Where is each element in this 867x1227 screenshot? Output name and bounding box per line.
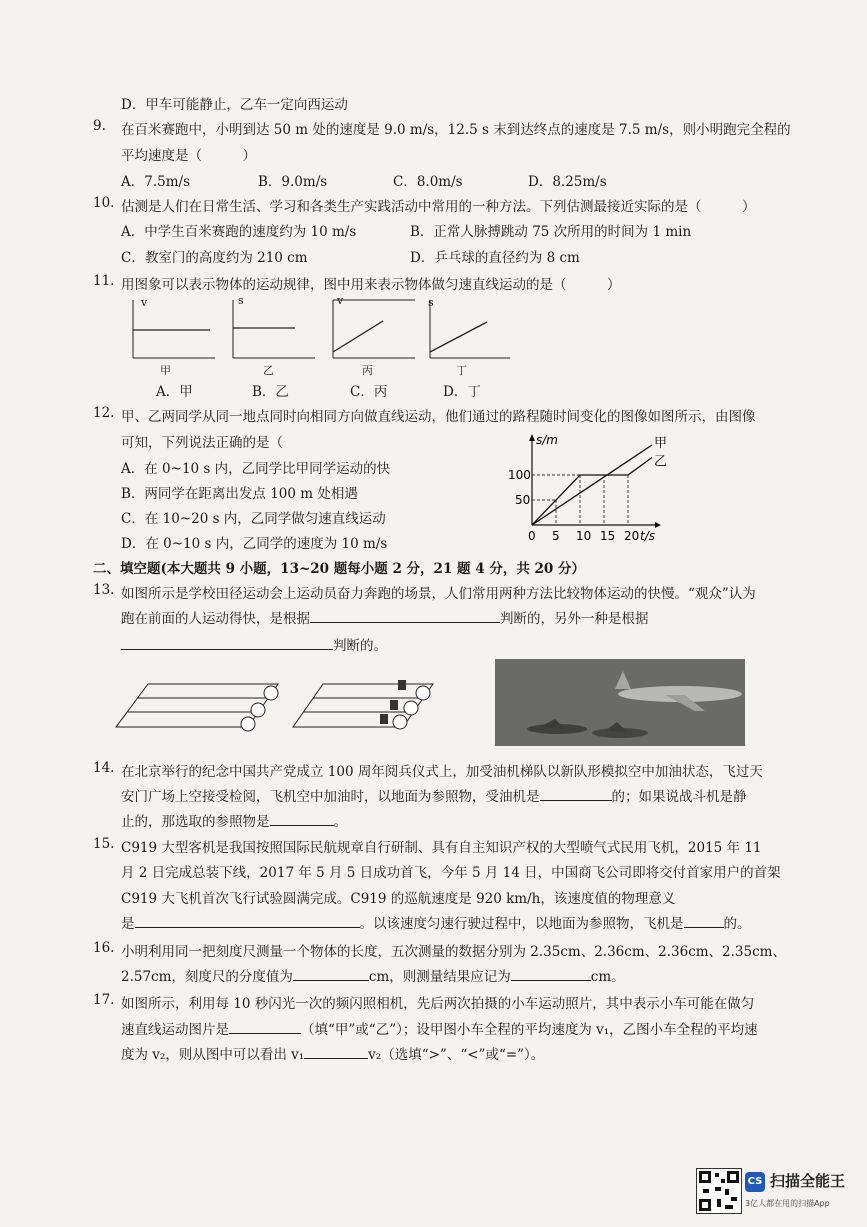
q11-graph-ding — [430, 300, 510, 358]
q12-stem-line1: 甲、乙两同学从同一地点同时向相同方向做直线运动，他们通过的路程随时间变化的图像如图所示，由图像 — [121, 409, 756, 425]
q15-text-a: 是 — [121, 916, 135, 932]
chart-x-arrow — [655, 522, 661, 528]
q12-option-c: C．在 10~20 s 内，乙同学做匀速直线运动 — [121, 511, 386, 527]
q9-number: 9. — [93, 118, 106, 134]
q11-graph-bing-yaxis: v — [337, 294, 344, 307]
q17-blank-1[interactable] — [229, 1019, 301, 1034]
q15-blank-1[interactable] — [135, 913, 360, 928]
q15-blank-2[interactable] — [684, 913, 724, 928]
x-tick-0: 0 — [528, 529, 536, 543]
q17-text-d: v₂（选填“>”、“<”或“=”）。 — [368, 1047, 545, 1063]
x-tick-1: 5 — [552, 529, 560, 543]
q15-text-c: 的。 — [723, 916, 751, 932]
y-tick-0: 50 — [515, 493, 531, 507]
q11-option-a: A．甲 — [156, 384, 193, 400]
q11-graph-ding-line — [430, 322, 487, 352]
aircraft-silhouettes — [495, 659, 745, 746]
x-axis-label: t/s — [640, 529, 655, 543]
q11-graph-bing-name: 丙 — [362, 364, 373, 377]
section-2-heading: 二、填空题(本大题共 9 小题，13~20 题每小题 2 分，21 题 4 分，共 20 分） — [93, 561, 586, 577]
y-axis-label: s/m — [536, 433, 558, 447]
q16-stem-line2 — [121, 965, 625, 985]
q14-blank-1[interactable] — [540, 786, 612, 801]
refueling-aircraft-photo — [495, 659, 745, 746]
q14-text-c: 止的，那选取的参照物是 — [121, 814, 270, 830]
q11-graph-yi-name: 乙 — [263, 364, 274, 377]
q11-graph-yi — [233, 300, 315, 358]
series-line-0 — [532, 445, 652, 525]
q14-text-d: 。 — [333, 814, 347, 830]
q14-number: 14. — [93, 760, 115, 776]
q17-text-b: （填“甲”或“乙”）；设甲图小车全程的平均速度为 v₁，乙图小车全程的平均速 — [301, 1022, 758, 1038]
q13-text-b: 判断的，另外一种是根据 — [500, 611, 649, 627]
q9-stem-line2: 平均速度是（ ） — [121, 148, 256, 164]
q13-stem-line3 — [121, 634, 387, 654]
q15-stem-line3: C919 大飞机首次飞行试验圆满完成。C919 的巡航速度是 920 km/h，该速度值的物理意义 — [121, 891, 676, 907]
camscanner-logo: CS — [745, 1172, 765, 1192]
q14-stem-line1: 在北京举行的纪念中国共产党成立 100 周年阅兵仪式上，加受油机梯队以新队形模拟空中加油状态，飞过天 — [121, 764, 763, 780]
q13-blank-2[interactable] — [121, 635, 333, 650]
q10-option-b: B．正常人脉搏跳动 75 次所用的时间为 1 min — [410, 224, 692, 240]
q17-blank-2[interactable] — [304, 1044, 368, 1059]
q11-option-d: D．丁 — [443, 384, 481, 400]
q17-stem-line3 — [121, 1043, 544, 1063]
qr-code — [696, 1168, 742, 1214]
q10-option-d: D．乒乓球的直径约为 8 cm — [410, 250, 580, 266]
q15-number: 15. — [93, 836, 115, 852]
x-tick-3: 15 — [600, 529, 616, 543]
q16-stem-line1: 小明利用同一把刻度尺测量一个物体的长度，五次测量的数据分别为 2.35cm、2.36cm、2.36cm、2.35cm、 — [121, 944, 786, 960]
y-tick-1: 100 — [508, 468, 531, 482]
q16-blank-1[interactable] — [293, 966, 369, 981]
q16-number: 16. — [93, 940, 115, 956]
q16-blank-2[interactable] — [511, 966, 591, 981]
q10-option-a: A．中学生百米赛跑的速度约为 10 m/s — [121, 224, 357, 240]
q13-blank-1[interactable] — [310, 608, 500, 623]
q11-graph-ding-yaxis: s — [428, 296, 434, 309]
q12-option-d: D．在 0~10 s 内，乙同学的速度为 10 m/s — [121, 536, 388, 552]
q10-number: 10. — [93, 195, 115, 211]
camscanner-name: 扫描全能王 — [770, 1172, 846, 1190]
q16-text-c: cm。 — [590, 969, 625, 985]
q13-track-illustrations — [108, 672, 448, 742]
q8-option-d: D．甲车可能静止，乙车一定向西运动 — [121, 97, 348, 113]
q13-text-c: 判断的。 — [333, 638, 387, 654]
q11-graph-yi-yaxis: s — [238, 294, 244, 307]
q11-option-c: C．丙 — [350, 384, 388, 400]
q12-stem-line2: 可知，下列说法正确的是（ — [121, 435, 283, 451]
s-t-chart — [500, 430, 680, 570]
chart-y-arrow — [529, 434, 535, 441]
q11-number: 11. — [93, 273, 115, 289]
q11-stem: 用图象可以表示物体的运动规律，图中用来表示物体做匀速直线运动的是（ ） — [121, 277, 621, 293]
q9-option-c: C．8.0m/s — [393, 174, 463, 190]
q13-text-a: 跑在前面的人运动得快，是根据 — [121, 611, 310, 627]
q9-stem-line1: 在百米赛跑中，小明到达 50 m 处的速度是 9.0 m/s，12.5 s 末到达终点的速度是 7.5 m/s，则小明跑完全程的 — [121, 122, 791, 138]
q13-stem-line2 — [121, 607, 649, 627]
q15-stem-line2: 月 2 日完成总装下线，2017 年 5 月 5 日成功首飞，今年 5 月 14 日，中国商飞公司即将交付首家用户的首架 — [121, 865, 781, 881]
series-label-0: 甲 — [654, 436, 668, 451]
q11-graph-ding-name: 丁 — [456, 364, 467, 377]
q11-graph-jia-name: 甲 — [160, 364, 171, 377]
q11-option-b: B．乙 — [252, 384, 289, 400]
q14-text-b: 的；如果说战斗机是静 — [611, 789, 747, 805]
track-left — [116, 684, 278, 731]
q11-graph-bing-line — [333, 321, 383, 352]
q13-number: 13. — [93, 582, 115, 598]
q10-stem: 估测是人们在日常生活、学习和各类生产实践活动中常用的一种方法。下列估测最接近实际的是（ ） — [121, 199, 756, 215]
q14-text-a: 安门广场上空接受检阅，飞机空中加油时，以地面为参照物，受油机是 — [121, 789, 540, 805]
q12-option-a: A．在 0~10 s 内，乙同学比甲同学运动的快 — [121, 461, 391, 477]
series-label-1: 乙 — [654, 454, 668, 470]
track-right — [293, 680, 433, 729]
q14-blank-2[interactable] — [270, 811, 334, 826]
q15-stem-line1: C919 大型客机是我国按照国际民航规章自行研制、具有自主知识产权的大型喷气式民用飞机，2015 年 11 — [121, 840, 762, 856]
q17-text-c: 度为 v₂，则从图中可以看出 v₁ — [121, 1047, 305, 1063]
q11-graph-bing — [333, 300, 415, 358]
q15-stem-line4 — [121, 912, 751, 932]
q14-stem-line2 — [121, 785, 747, 805]
q9-option-a: A．7.5m/s — [121, 174, 190, 190]
q17-stem-line1: 如图所示，利用每 10 秒闪光一次的频闪照相机，先后两次拍摄的小车运动照片，其中表示小车可能在做匀 — [121, 996, 755, 1012]
q17-number: 17. — [93, 992, 115, 1008]
q16-text-b: cm，则测量结果应记为 — [368, 969, 511, 985]
q9-option-b: B．9.0m/s — [258, 174, 328, 190]
q13-stem-line1: 如图所示是学校田径运动会上运动员奋力奔跑的场景，人们常用两种方法比较物体运动的快慢。“观众”认为 — [121, 586, 756, 602]
q10-option-c: C．教室门的高度约为 210 cm — [121, 250, 308, 266]
q16-text-a: 2.57cm，刻度尺的分度值为 — [121, 969, 293, 985]
camscanner-tagline: 3亿人都在用的扫描App — [745, 1199, 830, 1208]
q17-stem-line2 — [121, 1018, 758, 1038]
q9-option-d: D．8.25m/s — [528, 174, 607, 190]
series-line-1 — [532, 458, 652, 526]
x-tick-4: 20 — [624, 529, 640, 543]
q12-option-b: B．两同学在距离出发点 100 m 处相遇 — [121, 486, 358, 502]
q15-text-b: 。以该速度匀速行驶过程中，以地面为参照物，飞机是 — [359, 916, 684, 932]
x-tick-2: 10 — [576, 529, 592, 543]
q17-text-a: 速直线运动图片是 — [121, 1022, 229, 1038]
q12-number: 12. — [93, 405, 115, 421]
q14-stem-line3 — [121, 810, 347, 830]
q11-graph-jia-yaxis: v — [141, 296, 148, 309]
